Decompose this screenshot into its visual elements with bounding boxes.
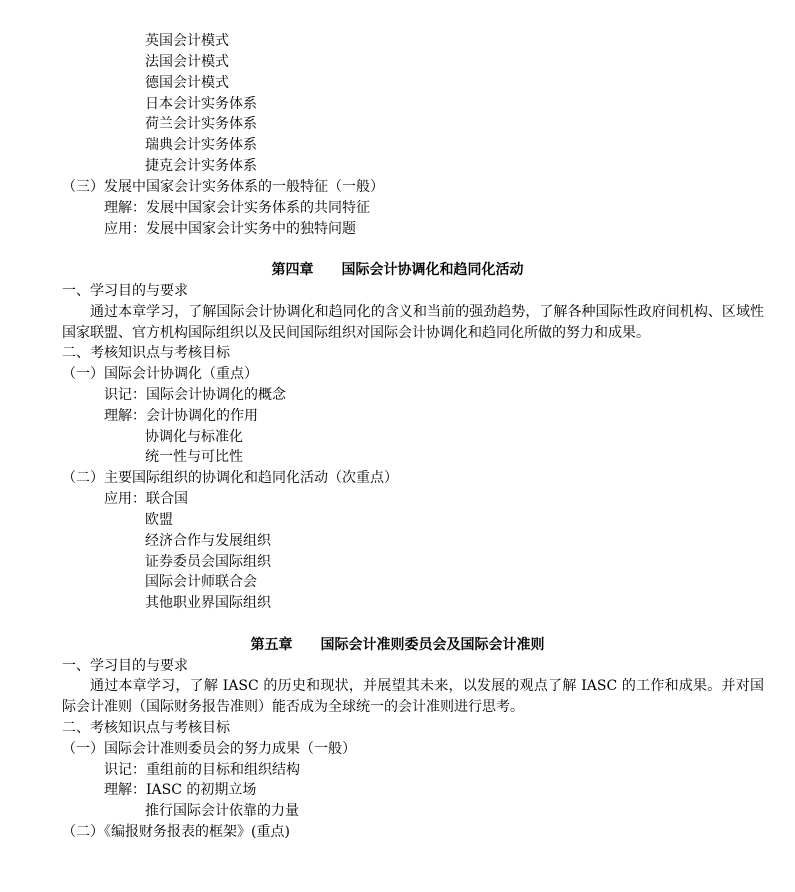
apply-line: 应用：联合国 [104,491,188,507]
apply-line: 应用：发展中国家会计实务中的独特问题 [104,221,356,237]
section-heading: 二、考核知识点与考核目标 [62,345,230,361]
knowledge-point-heading: （一）国际会计协调化（重点） [62,366,258,382]
list-item: 荷兰会计实务体系 [145,116,257,132]
section-heading: 一、学习目的与要求 [62,658,188,674]
section-heading: 一、学习目的与要求 [62,283,188,299]
identify-line: 识记：国际会计协调化的概念 [104,387,286,403]
knowledge-point-heading: （二）主要国际组织的协调化和趋同化活动（次重点） [62,470,398,486]
list-item: 日本会计实务体系 [145,96,257,112]
list-item: 国际会计师联合会 [145,574,257,590]
chapter-intro-paragraph: 通过本章学习，了解 IASC 的历史和现状，并展望其未来，以发展的观点了解 IASC 的工作和成果。并对国际会计准则（国际财务报告准则）能否成为全球统一的会计准则进行思考。 [62,678,764,715]
chapter-intro-paragraph: 通过本章学习，了解国际会计协调化和趋同化的含义和当前的强劲趋势，了解各种国际性政府间机构、区域性国家联盟、官方机构国际组织以及民间国际组织对国际会计协调化和趋同化所做的努力和成果。 [62,304,764,341]
understand-line: 理解：会计协调化的作用 [104,408,258,424]
list-item: 德国会计模式 [145,75,229,91]
list-item: 其他职业界国际组织 [145,595,271,611]
understand-line: 理解：发展中国家会计实务体系的共同特征 [104,200,370,216]
list-item: 英国会计模式 [145,33,229,49]
chapter-5-title: 第五章 国际会计准则委员会及国际会计准则 [250,637,545,653]
list-item: 瑞典会计实务体系 [145,137,257,153]
list-item: 证券委员会国际组织 [145,554,271,570]
section-heading: （三）发展中国家会计实务体系的一般特征（一般） [62,179,384,195]
identify-line: 识记：重组前的目标和组织结构 [104,762,300,778]
list-item: 经济合作与发展组织 [145,533,271,549]
section-heading: 二、考核知识点与考核目标 [62,720,230,736]
list-item: 捷克会计实务体系 [145,158,257,174]
chapter-4-title: 第四章 国际会计协调化和趋同化活动 [271,262,524,278]
list-item: 统一性与可比性 [145,449,243,465]
understand-line: 理解：IASC 的初期立场 [104,782,257,798]
list-item: 欧盟 [145,512,173,528]
list-item: 法国会计模式 [145,54,229,70]
knowledge-point-heading: （一）国际会计准则委员会的努力成果（一般） [62,741,356,757]
list-item: 推行国际会计依靠的力量 [145,803,299,819]
knowledge-point-heading: （二）《编报财务报表的框架》(重点) [62,824,290,840]
list-item: 协调化与标准化 [145,429,243,445]
